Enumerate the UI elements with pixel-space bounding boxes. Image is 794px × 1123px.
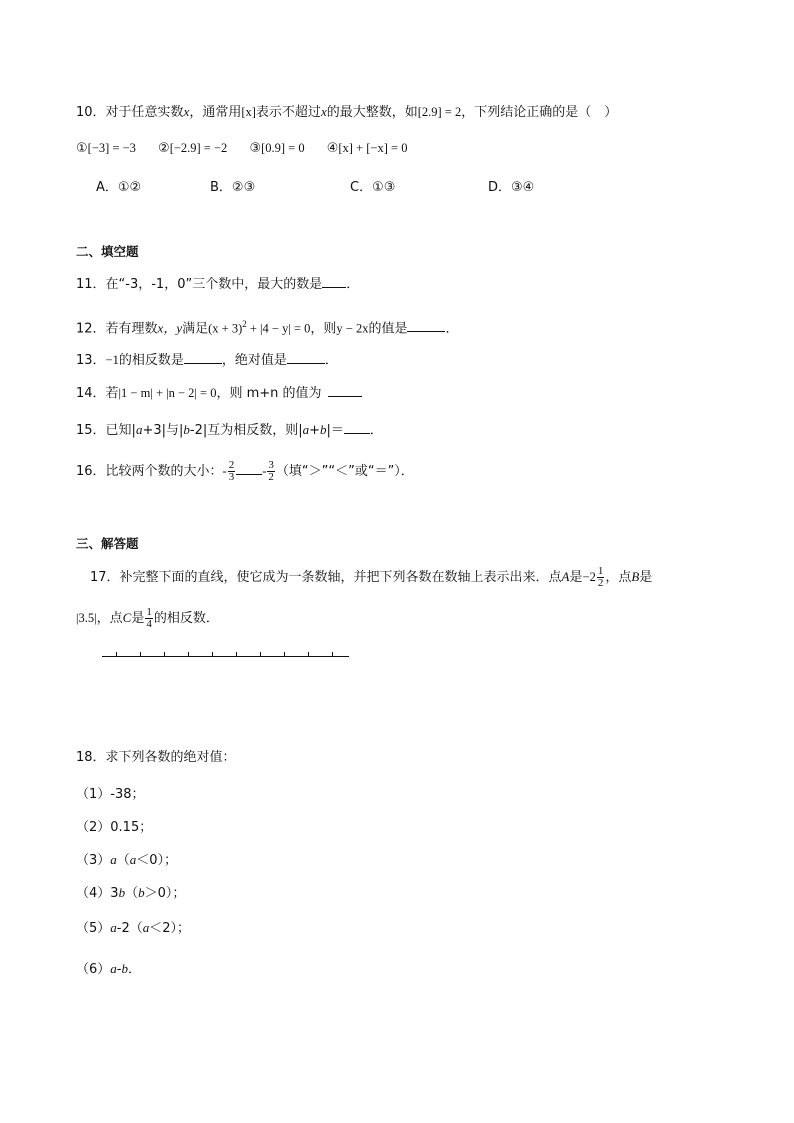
question-17-line-1: 17．补完整下面的直线，使它成为一条数轴，并把下列各数在数轴上表示出来．点A是−2 $\frac{1}{2}$ ，点B是 <box>90 565 653 589</box>
option-a: A．①② <box>96 180 142 195</box>
question-10-stem: 10．对于任意实数x，通常用[x]表示不超过x的最大整数，如[2.9] = 2，下列结论正确的是（ ） <box>76 104 618 120</box>
answer-blank <box>287 351 325 364</box>
statement-4-marker: ④ <box>326 141 339 156</box>
answer-blank <box>236 462 262 475</box>
question-18-item-1: （1）-38； <box>76 787 145 802</box>
fraction: $\frac{2}{3}$ <box>228 459 235 483</box>
statement-2-marker: ② <box>158 141 170 156</box>
question-18-item-3: （3）a（a＜0）； <box>76 852 178 868</box>
question-12: 12．若有理数x，y满足$(x + 3)^2 + |4 - y| = 0$，则y − 2x的值是 ． <box>76 319 459 337</box>
answer-blank <box>344 421 370 434</box>
question-16: 16．比较两个数的大小：- $\frac{2}{3}$ - $\frac{3}{2}$ （填“＞”“＜”或“＝”）． <box>76 459 414 483</box>
fraction: $\frac{1}{4}$ <box>146 606 152 630</box>
question-18-item-5: （5）a-2（a＜2）； <box>76 920 191 936</box>
section-3-title: 三、解答题 <box>76 536 139 551</box>
question-18-item-4: （4）3b（b＞0）； <box>76 885 186 901</box>
question-18-item-2: （2）0.15； <box>76 820 153 835</box>
answer-blank <box>328 384 362 397</box>
fraction: $\frac{1}{2}$ <box>597 565 604 589</box>
section-2-title: 二、填空题 <box>76 244 139 259</box>
question-15: 15．已知|a+3|与|b-2|互为相反数，则|a+b|＝ ． <box>76 422 383 438</box>
option-d: D．③④ <box>488 180 535 195</box>
question-10-statements <box>76 139 407 158</box>
option-b: B．②③ <box>210 180 256 195</box>
question-13: 13．−1的相反数是 ，绝对值是 ． <box>76 353 338 368</box>
answer-blank <box>322 275 346 288</box>
statement-2: [−2.9] = −2 <box>169 141 228 155</box>
question-18-title: 18．求下列各数的绝对值： <box>76 750 236 765</box>
answer-blank <box>407 319 445 332</box>
statement-1: [−3] = −3 <box>87 141 136 155</box>
question-17-line-2: |3.5|，点C是 $\frac{1}{4}$ 的相反数． <box>76 606 219 630</box>
question-11: 11．在“-3，-1，0”三个数中，最大的数是 ． <box>76 277 360 292</box>
fraction: $\frac{3}{2}$ <box>268 459 274 483</box>
answer-blank <box>184 351 222 364</box>
statement-1-marker: ① <box>76 141 88 156</box>
option-c: C．①③ <box>350 180 396 195</box>
statement-4: [x] + [−x] = 0 <box>338 141 408 155</box>
statement-3-marker: ③ <box>249 141 262 156</box>
statement-3: [0.9] = 0 <box>261 141 305 155</box>
question-18-item-6: （6）a-b． <box>76 961 141 977</box>
question-14: 14．若|1 − m| + |n − 2| = 0，则 m+n 的值为 <box>76 384 362 403</box>
